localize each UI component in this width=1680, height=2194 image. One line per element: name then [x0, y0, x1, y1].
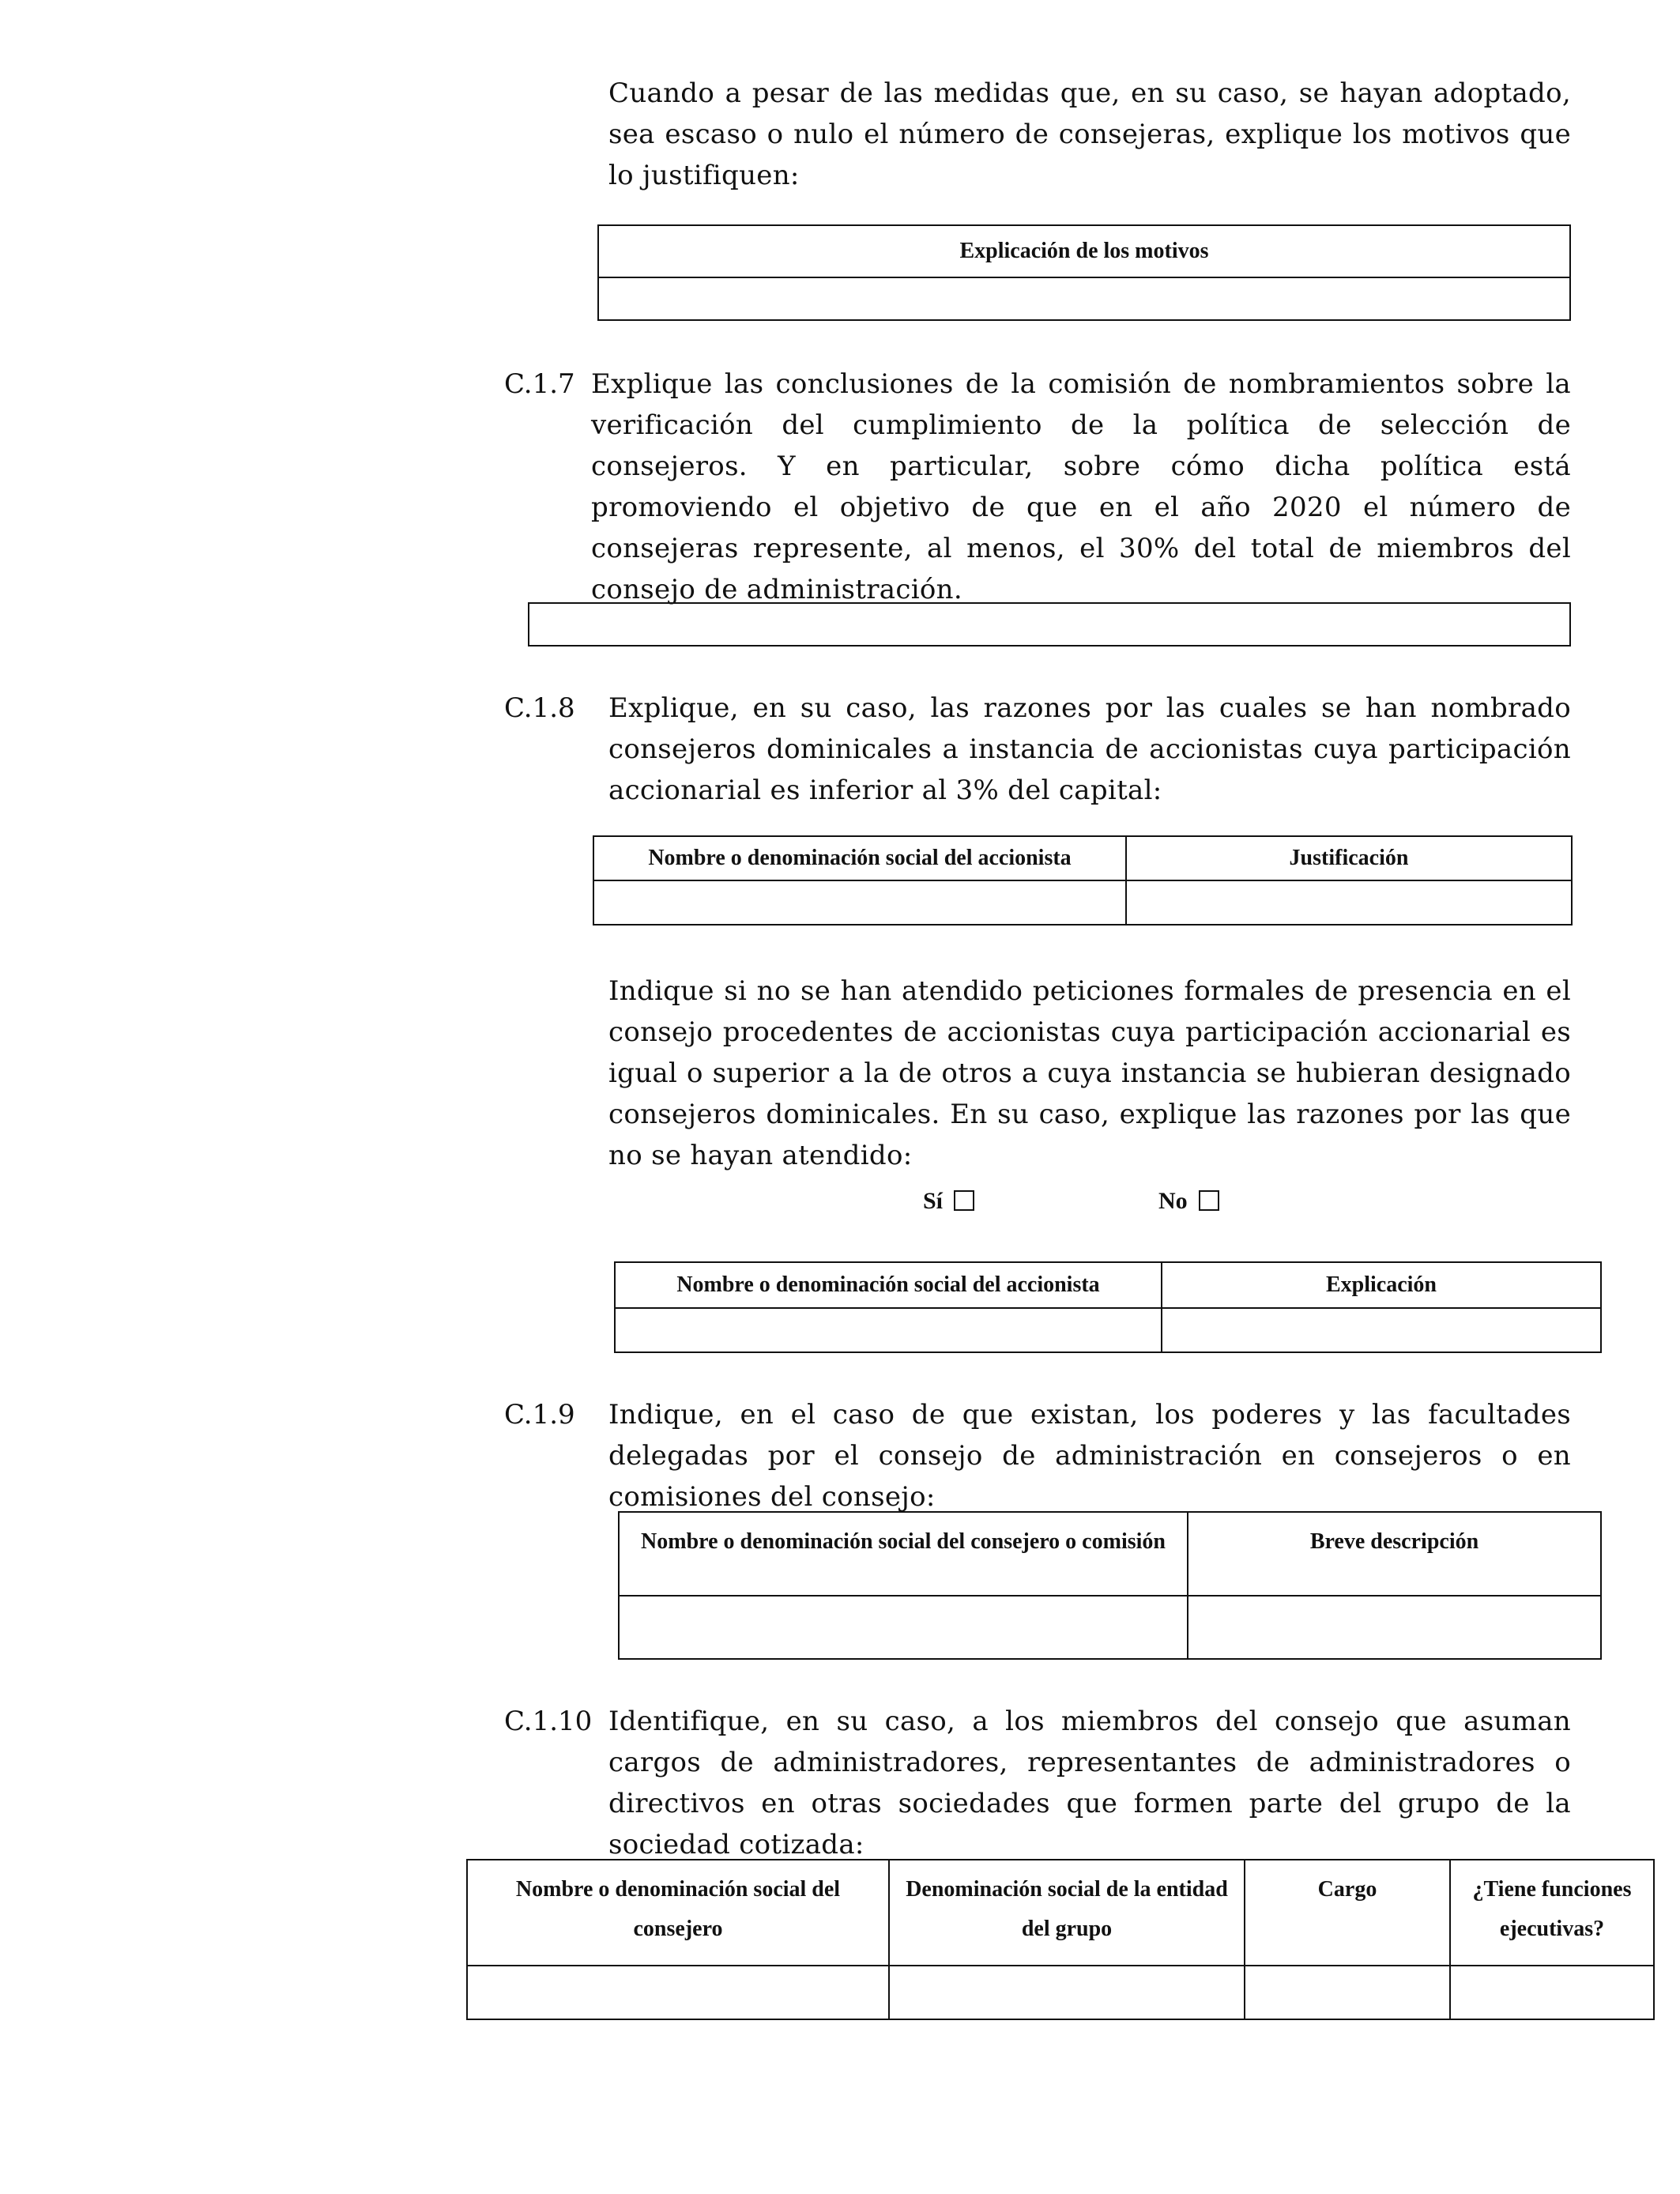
c19-paragraph: Indique, en el caso de que existan, los poderes y las facultades delegadas por el consejo de administración en consejeros o en comisiones del consejo:: [608, 1399, 1571, 1513]
c19-table-col2: Breve descripción: [1188, 1512, 1601, 1596]
c110-table-cell4[interactable]: [1450, 1966, 1654, 2019]
c19-table-cell2[interactable]: [1188, 1596, 1601, 1659]
yes-checkbox[interactable]: [954, 1190, 974, 1211]
c110-paragraph: Identifique, en su caso, a los miembros del consejo que asuman cargos de administradores, representantes de administradores o directivos en otras sociedades que formen parte del grupo de la sociedad cotizada:: [608, 1706, 1571, 1860]
no-checkbox[interactable]: [1199, 1190, 1219, 1211]
c17-number: C.1.7: [504, 368, 575, 400]
c18-table-col1: Nombre o denominación social del accionista: [593, 836, 1126, 880]
c17-answer-table: [528, 602, 1571, 647]
c18-number: C.1.8: [504, 692, 575, 724]
c110-table-col1: Nombre o denominación social del consejero: [467, 1860, 889, 1966]
c110-table-col3: Cargo: [1245, 1860, 1450, 1966]
c18-table-cell1[interactable]: [593, 880, 1126, 925]
c110-table: [466, 1859, 1655, 2020]
c18-table2-col2: Explicación: [1162, 1262, 1601, 1308]
yes-label: Sí: [923, 1188, 944, 1214]
intro-paragraph: Cuando a pesar de las medidas que, en su caso, se hayan adoptado, sea escaso o nulo el número de consejeras, explique los motivos que lo justifiquen:: [608, 77, 1571, 191]
c17-answer-cell[interactable]: [529, 603, 1570, 646]
c18-table: [593, 835, 1573, 925]
yes-option[interactable]: [923, 1186, 974, 1217]
c19-table-cell1[interactable]: [619, 1596, 1188, 1659]
c18-table-cell2[interactable]: [1126, 880, 1572, 925]
c18-table2: [614, 1261, 1602, 1353]
c19-table: [618, 1511, 1602, 1660]
c110-table-cell3[interactable]: [1245, 1966, 1450, 2019]
c17-text: Explique las conclusiones de la comisión de nombramientos sobre la verificación del cumplimiento de la política de selección de consejeros. Y en particular, sobre cómo dicha política está promoviendo el objetivo de que en el año 2020 el número de consejeras represente, al menos, el 30% del total de miembros del consejo de administración.: [591, 368, 1571, 605]
c18-paragraph2: Indique si no se han atendido peticiones formales de presencia en el consejo procedentes de accionistas cuya participación accionarial es igual o superior a la de otros a cuya instancia se hubieran designado consejeros dominicales. En su caso, explique las razones por las que no se hayan atendido:: [608, 975, 1571, 1171]
c110-table-cell2[interactable]: [889, 1966, 1245, 2019]
c110-number: C.1.10: [504, 1706, 593, 1737]
c18-paragraph: Explique, en su caso, las razones por las cuales se han nombrado consejeros dominicales a instancia de accionistas cuya participación accionarial es inferior al 3% del capital:: [608, 692, 1571, 806]
c18-table2-cell1[interactable]: [615, 1308, 1162, 1352]
no-option[interactable]: [1158, 1186, 1219, 1217]
c19-table-col1: Nombre o denominación social del consejero o comisión: [619, 1512, 1188, 1596]
no-label: No: [1158, 1188, 1188, 1214]
motivos-header: Explicación de los motivos: [598, 225, 1570, 277]
c17-paragraph: [591, 364, 1571, 610]
c19-number: C.1.9: [504, 1399, 575, 1431]
motivos-table: [597, 224, 1571, 321]
c18-table2-col1: Nombre o denominación social del accionista: [615, 1262, 1162, 1308]
motivos-cell[interactable]: [598, 277, 1570, 320]
c110-table-col4: ¿Tiene funciones ejecutivas?: [1450, 1860, 1654, 1966]
c110-table-cell1[interactable]: [467, 1966, 889, 2019]
c110-table-col2: Denominación social de la entidad del grupo: [889, 1860, 1245, 1966]
c18-table-col2: Justificación: [1126, 836, 1572, 880]
c18-table2-cell2[interactable]: [1162, 1308, 1601, 1352]
